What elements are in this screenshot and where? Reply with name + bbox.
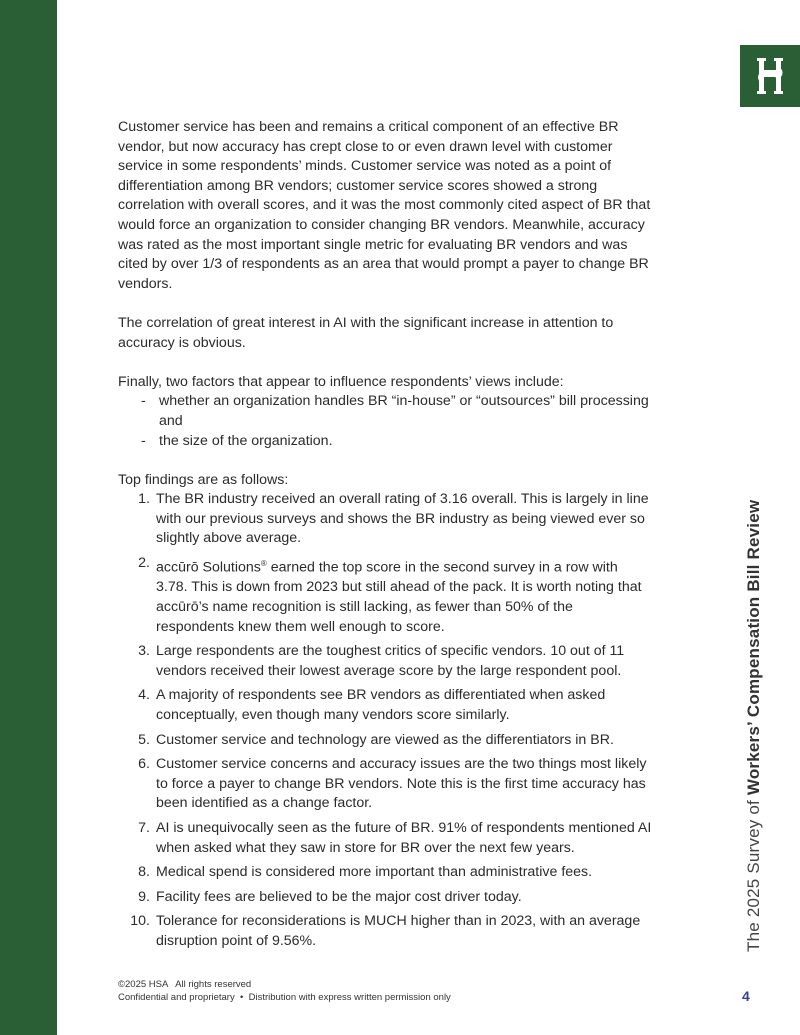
registered-mark: ® — [260, 559, 267, 569]
confidential-notice: Confidential and proprietary • Distribution with express written permission only — [118, 992, 451, 1003]
factors-list — [118, 392, 653, 451]
finding-text: Large respondents are the toughest critics of specific vendors. 10 out of 11 vendors received their lowest average score by the large respondent pool. — [156, 643, 625, 679]
finding-number: 2. — [138, 555, 150, 572]
hsa-h-monogram-icon — [740, 45, 800, 107]
finding-text: A majority of respondents see BR vendors as differentiated when asked conceptually, even though many vendors score similarly. — [156, 687, 606, 723]
findings-list — [118, 490, 653, 951]
finding-text: Facility fees are believed to be the major cost driver today. — [156, 888, 522, 905]
finding-item — [118, 819, 653, 858]
finding-number: 6. — [138, 756, 150, 773]
factors-intro: Finally, two factors that appear to influence respondents’ views include: — [118, 373, 564, 390]
finding-item — [118, 912, 653, 951]
finding-item — [118, 755, 653, 814]
finding-text-start: accūrō Solutions — [156, 559, 261, 576]
page-number: 4 — [742, 988, 750, 1004]
main-content — [118, 118, 653, 956]
ai-accuracy-paragraph: The correlation of great interest in AI with the significant increase in attention to accuracy is obvious. — [118, 314, 614, 351]
finding-number: 7. — [138, 819, 150, 836]
finding-text: Customer service and technology are viewed as the differentiators in BR. — [156, 731, 614, 748]
finding-item — [118, 863, 653, 883]
finding-number: 5. — [138, 731, 150, 748]
finding-text: Tolerance for reconsiderations is MUCH higher than in 2023, with an average disruption point of 9.56%. — [156, 913, 641, 949]
list-item — [118, 432, 653, 452]
finding-number: 8. — [138, 864, 150, 881]
finding-number: 4. — [138, 687, 150, 704]
list-item-text: the size of the organization. — [159, 432, 333, 449]
finding-number: 3. — [138, 643, 150, 660]
left-brand-bar — [0, 0, 57, 1035]
findings-intro: Top findings are as follows: — [118, 471, 289, 488]
finding-text: Medical spend is considered more important than administrative fees. — [156, 864, 593, 881]
finding-item — [118, 642, 653, 681]
copyright-notice: ©2025 HSA All rights reserved — [118, 979, 252, 990]
finding-item — [118, 490, 653, 549]
side-title-prefix: The 2025 Survey of — [744, 795, 763, 952]
finding-text: The BR industry received an overall rating of 3.16 overall. This is largely in line with our previous surveys and shows the BR industry as being viewed ever so slightly above average. — [156, 491, 649, 547]
finding-number: 9. — [138, 888, 150, 905]
finding-text: Customer service concerns and accuracy issues are the two things most likely to force a payer to change BR vendors. Note this is the first time accuracy has been identified as a change factor. — [156, 756, 647, 812]
dash-marker: - — [141, 393, 146, 410]
finding-item — [118, 888, 653, 908]
dash-marker: - — [141, 432, 146, 449]
hsa-logo — [740, 45, 800, 107]
finding-item — [118, 554, 653, 637]
side-title-bold: Workers’ Compensation Bill Review — [744, 499, 763, 796]
list-item — [118, 392, 653, 431]
finding-item — [118, 686, 653, 725]
page-footer — [118, 978, 451, 1004]
finding-item — [118, 731, 653, 751]
report-side-title — [744, 500, 764, 952]
intro-paragraph: Customer service has been and remains a critical component of an effective BR vendor, but now accuracy has crept close to or even drawn level with customer service in some respondents’ minds. Customer service was noted as a point of differentiation among BR vendors; customer service scores showed a strong correlation with overall scores, and it was the most commonly cited aspect of BR that would force an organization to consider changing BR vendors. Meanwhile, accuracy was rated as the most important single metric for evaluating BR vendors and was cited by over 1/3 of respondents as an area that would prompt a payer to change BR vendors. — [118, 119, 651, 292]
finding-number: 1. — [138, 491, 150, 508]
finding-text: AI is unequivocally seen as the future of BR. 91% of respondents mentioned AI when asked what they saw in store for BR over the next few years. — [156, 819, 652, 856]
finding-number: 10. — [130, 913, 150, 930]
list-item-text: whether an organization handles BR “in-house” or “outsources” bill processing and — [159, 393, 649, 429]
finding-text-end: earned the top score in the second survey in a row with 3.78. This is down from 2023 but still ahead of the pack. It is worth noting that accūrō’s name recognition is still lacking, as fewer than 50% of the respondents knew them well enough to score. — [156, 559, 642, 635]
